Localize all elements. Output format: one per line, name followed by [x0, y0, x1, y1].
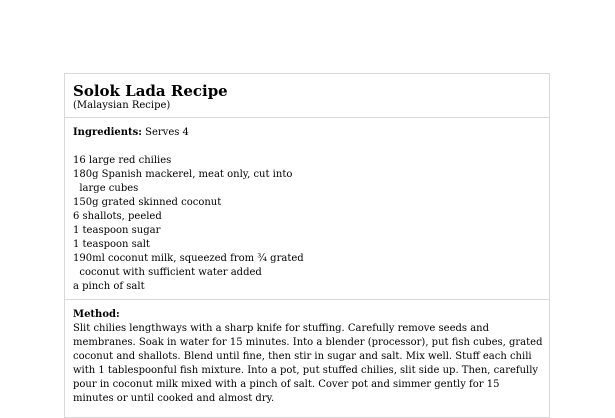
recipe-title: Solok Lada Recipe [73, 82, 228, 100]
recipe-card [64, 73, 550, 418]
ingredient-item: large cubes [73, 183, 139, 194]
ingredient-item: coconut with sufficient water added [73, 267, 262, 278]
recipe-header [65, 74, 549, 118]
spacer [73, 140, 541, 154]
ingredients-label: Ingredients: [73, 127, 142, 138]
ingredient-item: 190ml coconut milk, squeezed from ¾ grated [73, 253, 304, 264]
ingredient-item: 6 shallots, peeled [73, 211, 162, 222]
ingredient-item: 150g grated skinned coconut [73, 197, 222, 208]
serves-text: Serves 4 [145, 127, 189, 138]
ingredient-item: 1 teaspoon sugar [73, 225, 161, 236]
ingredients-section [65, 118, 549, 300]
recipe-subtitle: (Malaysian Recipe) [73, 100, 171, 111]
ingredients-heading [73, 126, 541, 140]
ingredient-item: 1 teaspoon salt [73, 239, 150, 250]
ingredient-item: 16 large red chilies [73, 155, 172, 166]
method-text: Slit chilies lengthways with a sharp knife for stuffing. Carefully remove seeds and membranes. Soak in water for 15 minutes. Into a blender (processor), put fish cubes, grated coconut and shallots. Blend until fine, then stir in sugar and salt. Mix well. Stuff each chili with 1 tablespoonful fish mixture. Into a pot, put stuffed chilies, slit side up. Then, carefully pour in coconut milk mixed with a pinch of salt. Cover pot and simmer gently for 15 minutes or until cooked and almost dry. [73, 323, 543, 404]
method-section [65, 300, 549, 406]
ingredient-item: a pinch of salt [73, 281, 145, 292]
ingredient-item: 180g Spanish mackerel, meat only, cut into [73, 169, 293, 180]
method-label: Method: [73, 309, 120, 320]
